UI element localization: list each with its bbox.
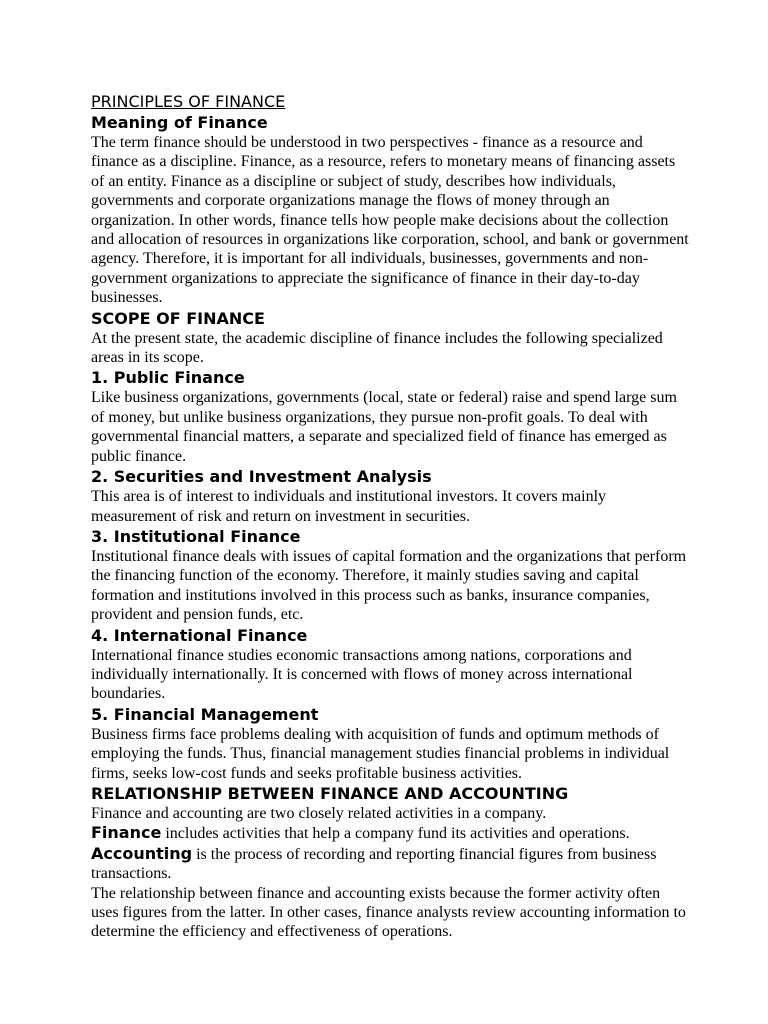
institutional-finance-paragraph: Institutional finance deals with issues of capital formation and the organizations that perform the financing function of the economy. Therefore, it mainly studies saving and capital formation and institutions involved in this process such as banks, insurance companies, provident and pension funds, etc. — [91, 547, 687, 624]
document-page — [91, 92, 691, 942]
international-finance-paragraph: International finance studies economic transactions among nations, corporations and individually internationally. It is concerned with flows of money across international boundaries. — [91, 646, 633, 703]
finance-term: Finance — [91, 823, 162, 843]
financial-management-heading: 5. Financial Management — [91, 704, 319, 724]
finance-definition-text: includes activities that help a company fund its activities and operations. — [161, 825, 630, 843]
scope-paragraph: At the present state, the academic discipline of finance includes the following specialized areas in its scope. — [91, 329, 663, 367]
meaning-paragraph: The term finance should be understood in two perspectives - finance as a resource and finance as a discipline. Finance, as a resource, refers to monetary means of financing assets of an entity. Finance as a discipline or subject of study, describes how individuals, governments and corporate organizations manage the flows of money through an organization. In other words, finance tells how people make decisions about the collection and allocation of resources in organizations like corporation, school, and bank or government agency. Therefore, it is important for all individuals, businesses, governments and non-government organizations to appreciate the significance of finance in their day-to-day businesses. — [91, 134, 689, 307]
international-finance-heading: 4. International Finance — [91, 625, 308, 645]
securities-heading: 2. Securities and Investment Analysis — [91, 467, 432, 487]
relationship-heading: RELATIONSHIP BETWEEN FINANCE AND ACCOUNTING — [91, 783, 569, 803]
accounting-definition — [91, 844, 691, 884]
accounting-term: Accounting — [91, 843, 193, 863]
relationship-closing: The relationship between finance and accounting exists because the former activity often uses figures from the latter. In other cases, finance analysts review accounting information to determine the efficiency and effectiveness of operations. — [91, 884, 686, 941]
public-finance-heading: 1. Public Finance — [91, 368, 245, 388]
securities-paragraph: This area is of interest to individuals and institutional investors. It covers mainly measurement of risk and return on investment in securities. — [91, 488, 607, 525]
accounting-definition-text: is the process of recording and reporting financial figures from business transactions. — [91, 845, 657, 883]
meaning-heading: Meaning of Finance — [91, 113, 268, 132]
relationship-intro: Finance and accounting are two closely related activities in a company. — [91, 804, 547, 822]
finance-definition — [91, 823, 691, 843]
public-finance-paragraph: Like business organizations, governments (local, state or federal) raise and spend large sum of money, but unlike business organizations, they pursue non-profit goals. To deal with governmental financial matters, a separate and specialized field of finance has emerged as public finance. — [91, 389, 677, 465]
scope-heading: SCOPE OF FINANCE — [91, 308, 265, 328]
financial-management-paragraph: Business firms face problems dealing with acquisition of funds and optimum methods of employing the funds. Thus, financial management studies financial problems in individual firms, seeks low-cost funds and seeks profitable business activities. — [91, 725, 670, 782]
institutional-finance-heading: 3. Institutional Finance — [91, 526, 301, 546]
document-title: PRINCIPLES OF FINANCE — [91, 92, 286, 111]
